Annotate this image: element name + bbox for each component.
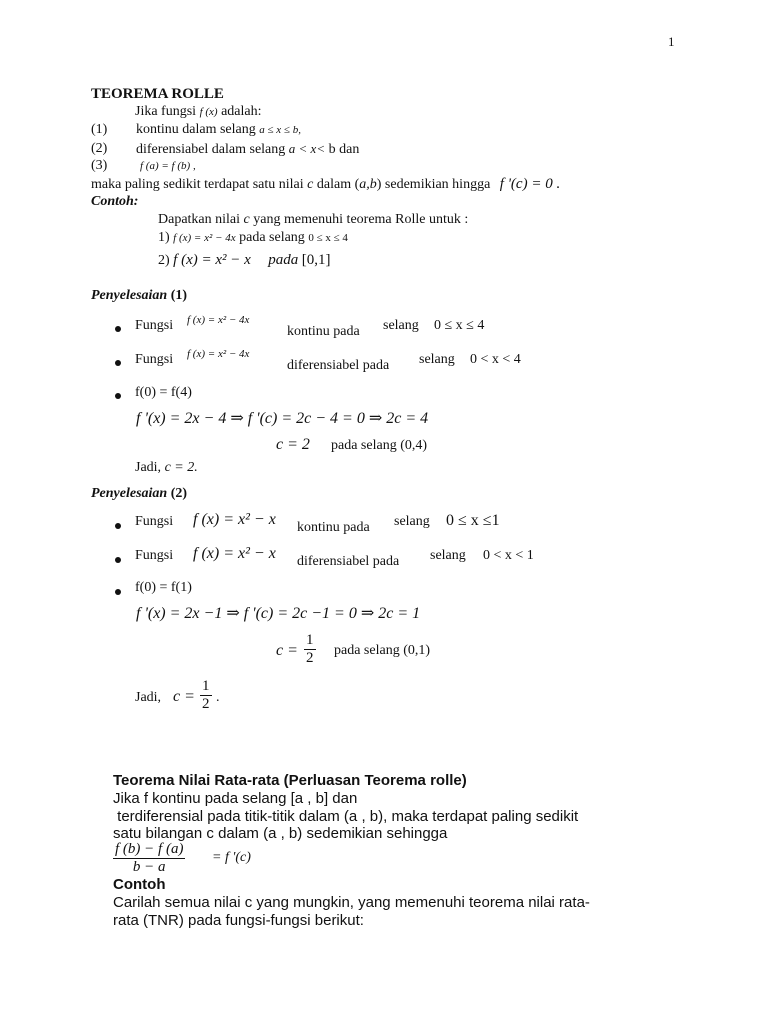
contoh-heading: Contoh: xyxy=(91,194,139,209)
s2-b1-text: kontinu pada xyxy=(297,520,370,535)
s1-b1-selang: selang xyxy=(383,318,419,333)
bullet xyxy=(115,393,121,399)
condition-3-math: f (a) = f (b) , xyxy=(140,160,196,172)
s2-b2-text: diferensiabel pada xyxy=(297,554,400,569)
mvt-contoh-line-1: Carilah semua nilai c yang mungkin, yang memenuhi teorema nilai rata- xyxy=(113,894,590,911)
mvt-frac-num: f (b) − f (a) xyxy=(115,841,184,857)
s1-result-text: pada selang (0,4) xyxy=(331,438,428,453)
s2-b3-text: f(0) = f(1) xyxy=(135,580,192,595)
page-number: 1 xyxy=(668,34,675,49)
contoh-item-1 xyxy=(158,230,348,246)
s1-b1-text: kontinu pada xyxy=(287,324,360,339)
s1-b1-math: f (x) = x² − 4x xyxy=(187,314,250,326)
s2-b1-selang: selang xyxy=(394,514,430,529)
conclusion-math: f '(c) = 0 . xyxy=(499,176,561,192)
prompt-c: c xyxy=(243,212,250,227)
solution2-heading-label: Penyelesaian xyxy=(91,486,168,501)
mvt-contoh-line-2: rata (TNR) pada fungsi-fungsi berikut: xyxy=(113,912,364,929)
condition-2-tail: b dan xyxy=(328,142,360,157)
bullet xyxy=(115,557,121,563)
mvt-line-3: satu bilangan c dalam (a , b) sedemikian sehingga xyxy=(113,825,448,842)
s2-b1-math: f (x) = x² − x xyxy=(193,511,276,528)
solution2-heading xyxy=(91,486,187,502)
condition-3-num: (3) xyxy=(91,158,108,173)
solution1-heading-label: Penyelesaian xyxy=(91,288,168,303)
item-2-num: 2) xyxy=(158,253,170,268)
bullet xyxy=(115,326,121,332)
s2-b2-math: f (x) = x² − x xyxy=(193,545,276,562)
s1-jadi-math: c = 2. xyxy=(164,460,198,475)
s2-jadi-dot: . xyxy=(216,690,220,705)
mvt-title: Teorema Nilai Rata-rata (Perluasan Teorema rolle) xyxy=(113,772,467,789)
mvt-frac-rhs: = f '(c) xyxy=(212,850,251,865)
intro-fx: f (x) xyxy=(199,106,218,118)
contoh-prompt xyxy=(158,212,468,228)
solution2-heading-num: (2) xyxy=(170,486,188,501)
bullet xyxy=(115,523,121,529)
s1-jadi-label: Jadi, xyxy=(135,460,162,475)
intro-suffix: adalah: xyxy=(221,104,262,119)
s1-b2-range: 0 < x < 4 xyxy=(470,352,521,367)
mvt-fraction xyxy=(113,841,185,876)
bullet xyxy=(115,589,121,595)
s1-b2-label: Fungsi xyxy=(135,352,174,367)
mvt-frac-den: b − a xyxy=(132,859,166,875)
conclusion-c: c xyxy=(307,177,314,192)
s1-result-math: c = 2 xyxy=(276,436,310,453)
s2-jadi-num: 1 xyxy=(202,678,210,694)
prompt-text-2: yang memenuhi teorema Rolle untuk : xyxy=(253,212,469,227)
mvt-contoh-heading: Contoh xyxy=(113,876,166,893)
bullet xyxy=(115,360,121,366)
s2-b1-range: 0 ≤ x ≤1 xyxy=(446,512,500,529)
s2-jadi-label: Jadi, xyxy=(135,690,162,705)
condition-1-math: a ≤ x ≤ b, xyxy=(259,124,301,136)
s2-result-lhs: c = xyxy=(276,642,298,659)
solution1-heading-num: (1) xyxy=(170,288,188,303)
item-1-num: 1) xyxy=(158,230,170,245)
s1-b1-label: Fungsi xyxy=(135,318,174,333)
s1-b2-selang: selang xyxy=(419,352,455,367)
condition-1 xyxy=(136,122,301,138)
item-2-pada: pada xyxy=(268,252,299,268)
item-2-range: [0,1] xyxy=(301,252,331,268)
conclusion-text-2: dalam ( xyxy=(316,177,360,192)
s2-result-fraction xyxy=(304,632,316,667)
intro-prefix: Jika fungsi xyxy=(135,104,197,119)
item-1-text: pada selang xyxy=(239,230,305,245)
solution1-heading xyxy=(91,288,187,304)
conclusion-text-3: ) sedemikian hingga xyxy=(376,177,491,192)
condition-2 xyxy=(136,141,359,158)
mvt-line-2: terdiferensial pada titik-titik dalam (a , b), maka terdapat paling sedikit xyxy=(113,808,579,825)
s2-result-text: pada selang (0,1) xyxy=(334,643,431,658)
s1-b2-math: f (x) = x² − 4x xyxy=(187,348,250,360)
mvt-line-1: Jika f kontinu pada selang [a , b] dan xyxy=(113,790,358,807)
s1-derivation: f '(x) = 2x − 4 ⇒ f '(c) = 2c − 4 = 0 ⇒ 2c = 4 xyxy=(136,410,429,427)
s1-jadi xyxy=(135,460,198,476)
s1-b2-text: diferensiabel pada xyxy=(287,358,390,373)
rolle-title: TEOREMA ROLLE xyxy=(91,86,224,102)
conclusion-ab: a,b xyxy=(359,177,377,192)
condition-2-num: (2) xyxy=(91,141,108,156)
s2-b1-label: Fungsi xyxy=(135,514,174,529)
item-1-range: 0 ≤ x ≤ 4 xyxy=(308,232,348,244)
s1-b3-text: f(0) = f(4) xyxy=(135,385,192,400)
s2-jadi-den: 2 xyxy=(202,696,210,712)
s2-result-den: 2 xyxy=(306,650,314,666)
rolle-intro xyxy=(135,104,262,120)
condition-2-text: diferensiabel dalam selang xyxy=(136,142,286,157)
s2-b2-range: 0 < x < 1 xyxy=(483,548,534,563)
prompt-text-1: Dapatkan nilai xyxy=(158,212,241,227)
s2-derivation: f '(x) = 2x −1 ⇒ f '(c) = 2c −1 = 0 ⇒ 2c = 1 xyxy=(136,605,421,622)
item-2-math: f (x) = x² − x xyxy=(173,252,251,268)
s2-jadi-fraction xyxy=(200,678,212,713)
conclusion-text-1: maka paling sedikit terdapat satu nilai xyxy=(91,177,304,192)
rolle-conclusion xyxy=(91,176,560,193)
condition-1-num: (1) xyxy=(91,122,108,137)
contoh-item-2 xyxy=(158,252,331,269)
s1-b1-range: 0 ≤ x ≤ 4 xyxy=(434,318,485,333)
s2-result-num: 1 xyxy=(306,632,314,648)
condition-2-math: a < x< xyxy=(288,141,326,156)
item-1-math: f (x) = x² − 4x xyxy=(173,232,236,244)
s2-b2-selang: selang xyxy=(430,548,466,563)
s2-jadi-lhs: c = xyxy=(173,688,195,705)
s2-b2-label: Fungsi xyxy=(135,548,174,563)
condition-1-text: kontinu dalam selang xyxy=(136,122,256,137)
